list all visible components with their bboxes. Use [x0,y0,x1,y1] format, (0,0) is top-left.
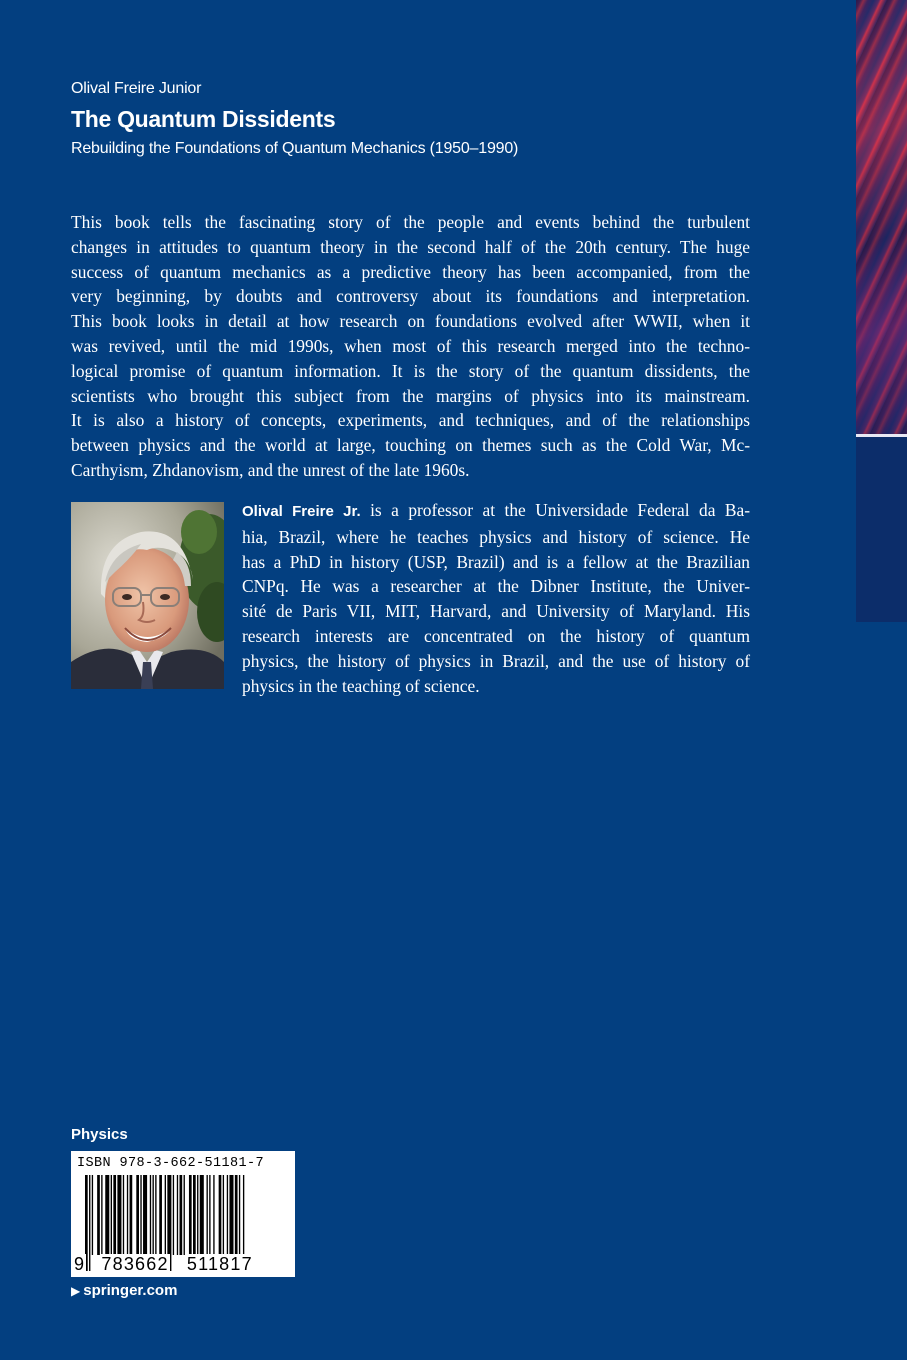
bio-line: has a PhD in history (USP, Brazil) and is a fellow at the Brazilian [242,551,750,572]
ean-left-group: 783662 [101,1254,169,1274]
bio-line: research interests are concentrated on the history of quantum [242,625,750,646]
cover-edge-stripe [856,0,907,622]
barcode-bar [117,1175,121,1255]
description-line: success of quantum mechanics as a predictive theory has been accompanied, from the [71,261,750,282]
barcode-bar [130,1175,133,1255]
description-line: between physics and the world at large, touching on themes such as the Cold War, Mc- [71,435,750,456]
barcode-bar [189,1175,192,1255]
ean-digits [73,1254,293,1274]
cover-edge-rule [856,434,907,437]
author-photo [71,502,224,689]
barcode-bar [207,1175,208,1255]
description-line: It is also a history of concepts, experiments, and techniques, and of the relationships [71,410,750,431]
barcode-bar [155,1175,156,1255]
play-arrow-icon: ▶ [71,1283,81,1298]
publisher-website: springer.com [83,1282,178,1299]
description-line: scientists who brought this subject from the margins of physics into its mainstream. [71,385,750,406]
bio-line [242,498,750,525]
barcode-bar [180,1175,183,1255]
barcode-bar [235,1175,238,1255]
book-description [71,210,750,483]
barcode-bar [200,1175,204,1255]
barcode-bar [197,1175,198,1255]
barcode-bar [213,1175,214,1255]
subject-category: Physics [71,1126,128,1143]
cover-edge-image [856,0,907,434]
description-line: was revived, until the mid 1990s, when most of this research merged into the techno- [71,335,750,356]
barcode-bar [177,1175,178,1255]
book-subtitle: Rebuilding the Foundations of Quantum Mechanics (1950–1990) [71,140,519,157]
bio-line: hia, Brazil, where he teaches physics and history of science. He [242,526,750,547]
bio-author-name: Olival Freire Jr. [242,503,361,520]
isbn-barcode [71,1151,295,1277]
barcode-bar [127,1175,128,1255]
barcode-bar [136,1175,139,1255]
description-line: This book looks in detail at how research on foundations evolved after WWII, when it [71,311,750,332]
barcode-bar [173,1175,174,1255]
barcode-bar [105,1175,109,1255]
description-line: very beginning, by doubts and controversy about its foundations and interpretation. [71,286,750,307]
bio-line: CNPq. He was a researcher at the Dibner Institute, the Univer- [242,576,750,597]
barcode-bar [140,1175,141,1255]
bio-line: physics in the teaching of science. [242,675,480,696]
barcode-bar [150,1175,151,1255]
bio-first-line-text: is a professor at the Universidade Federal da Ba- [360,500,750,520]
barcode-bar [123,1175,124,1255]
book-title: The Quantum Dissidents [71,106,336,132]
ean-first-digit: 9 [74,1254,86,1274]
description-line: changes in attitudes to quantum theory in the second half of the 20th century. The huge [71,236,750,257]
description-line: This book tells the fascinating story of the people and events behind the turbulent [71,212,750,232]
barcode-bar [113,1175,116,1255]
book-header [71,78,518,160]
barcode-bar [193,1175,196,1255]
author-portrait-image [71,502,224,689]
barcode-bar [111,1175,112,1255]
barcode-bar [219,1175,222,1255]
publisher-link[interactable] [71,1282,177,1299]
barcode-bar [143,1175,147,1255]
author-bio [242,498,750,698]
barcode-bar [153,1175,154,1255]
barcode-bar [239,1175,240,1255]
description-line: Carthyism, Zhdanovism, and the unrest of the late 1960s. [71,459,470,480]
barcode-bar [227,1175,228,1255]
isbn-label: ISBN 978-3-662-51181-7 [77,1156,265,1171]
barcode-bar [97,1175,100,1255]
description-line: logical promise of quantum information. It is the story of the quantum dissidents, the [71,360,750,381]
barcode-bar [223,1175,224,1255]
barcode-bar [159,1175,162,1255]
barcode-bar [184,1175,185,1255]
bio-line: sité de Paris VII, MIT, Harvard, and University of Maryland. His [242,601,750,622]
barcode-bar [92,1175,93,1255]
barcode-bar [229,1175,233,1255]
ean-right-group: 511817 [186,1254,253,1274]
barcode-bar [101,1175,102,1255]
author-name: Olival Freire Junior [71,80,202,97]
bio-line: physics, the history of physics in Brazil, and the use of history of [242,650,750,671]
barcode-bar [209,1175,210,1255]
